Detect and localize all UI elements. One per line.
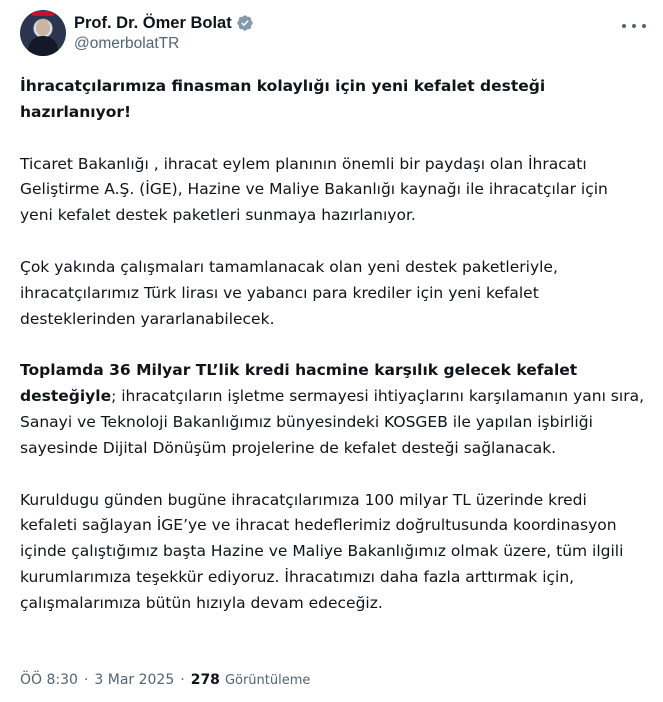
tweet-paragraph <box>20 358 645 461</box>
tweet-paragraph: Kuruldugu günden bugüne ihracatçılarımıza 100 milyar TL üzerinde kredi kefaleti sağlayan İGE’ye ve ihracat hedeflerimiz doğrultusunda koordinasyon içinde çalıştığımız başta Hazine ve Maliye Bakanlığımız olmak üzere, tüm ilgili kurumlarımıza teşekkür ediyoruz. İhracatımızı daha fazla arttırmak için, çalışmalarımıza bütün hızıyla devam edeceğiz. <box>20 490 624 612</box>
tweet-text <box>20 74 645 643</box>
author-handle[interactable]: @omerbolatTR <box>74 35 180 52</box>
tweet-paragraph-rest: ; ihracatçıların işletme sermayesi ihtiyaçlarını karşılamanın yanı sıra, Sanayi ve Teknoloji Bakanlığımız bünyesindeki KOSGEB ile yapılan işbirliği sayesinde Dijital Dönüşüm projelerine de kefalet desteği sağlanacak. <box>20 387 644 457</box>
display-name-row <box>74 12 254 34</box>
views-label: Görüntüleme <box>224 672 311 688</box>
author-display-name[interactable]: Prof. Dr. Ömer Bolat <box>74 13 232 32</box>
tweet-headline: İhracatçılarımıza finasman kolaylığı için yeni kefalet desteği hazırlanıyor! <box>20 77 546 121</box>
avatar-body <box>28 36 58 56</box>
dot <box>622 24 626 28</box>
tweet-header <box>20 10 650 60</box>
author-info <box>74 12 254 53</box>
avatar[interactable] <box>20 10 66 56</box>
verified-badge-icon <box>236 14 254 32</box>
tweet-bold-phrase: Toplamda 36 Milyar TL’lik kredi hacmine karşılık gelecek kefalet desteğiyle <box>20 361 578 406</box>
meta-separator: · <box>180 672 185 688</box>
post-time[interactable]: ÖÖ 8:30 <box>20 672 78 688</box>
views-count[interactable]: 278 <box>190 672 220 688</box>
avatar-flag <box>32 11 54 16</box>
tweet-paragraph: Ticaret Bakanlığı , ihracat eylem planının önemli bir paydaşı olan İhracatı Geliştirme A.Ş. (İGE), Hazine ve Maliye Bakanlığı kaynağı ile ihracatçılar için yeni kefalet destek paketleri sunmaya hazırlanıyor. <box>20 154 608 225</box>
more-options-icon[interactable] <box>622 16 646 36</box>
post-date[interactable]: 3 Mar 2025 <box>94 672 175 688</box>
dot <box>642 24 646 28</box>
avatar-head <box>36 19 50 36</box>
tweet-paragraph: Çok yakında çalışmaları tamamlanacak olan yeni destek paketleriyle, ihracatçılarımız Türk lirası ve yabancı para krediler için yeni kefalet desteklerinden yararlanabilecek. <box>20 257 558 328</box>
meta-separator: · <box>83 672 89 688</box>
dot <box>632 24 636 28</box>
tweet-meta <box>20 672 310 688</box>
